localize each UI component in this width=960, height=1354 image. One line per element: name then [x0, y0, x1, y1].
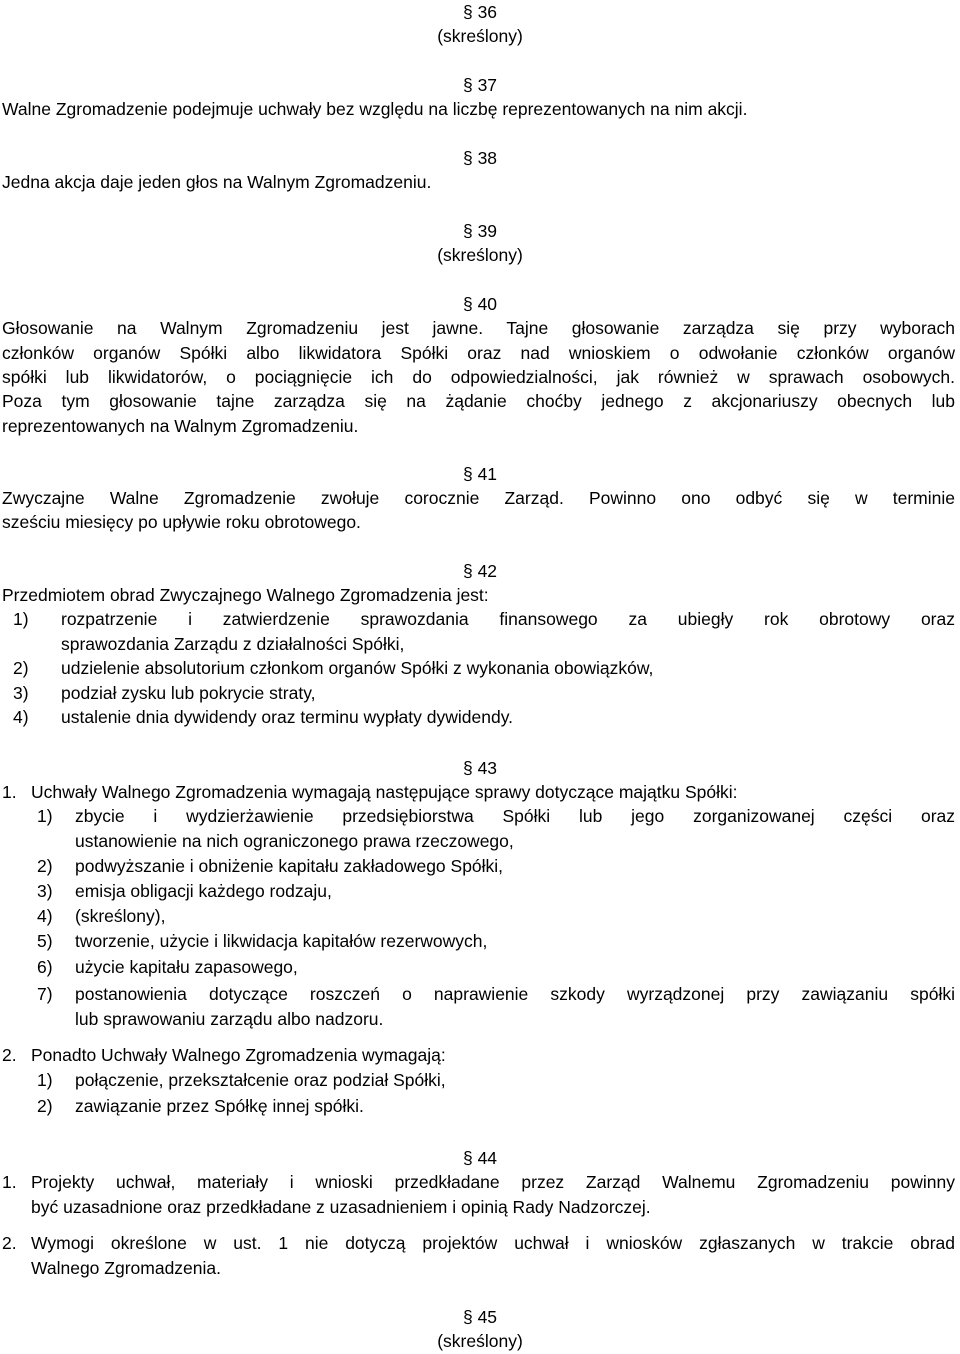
section-heading: § 38 — [462, 148, 498, 168]
list-number: 3) — [37, 881, 53, 901]
section-heading: § 40 — [462, 294, 498, 314]
list-number: 4) — [13, 707, 29, 727]
paragraph: Ponadto Uchwały Walnego Zgromadzenia wymagają: — [31, 1045, 446, 1065]
paragraph-line: spółki lub likwidatorów, o pociągnięcie ich do odpowiedzialności, jak również w sprawach osobowych. — [2, 367, 955, 387]
section-note: (skreślony) — [437, 26, 523, 46]
list-item-line: ustalenie dnia dywidendy oraz terminu wypłaty dywidendy. — [61, 707, 514, 727]
paragraph-number: 1. — [2, 1172, 17, 1192]
list-item-line: połączenie, przekształcenie oraz podział Spółki, — [75, 1070, 446, 1090]
list-number: 3) — [13, 683, 29, 703]
list-item-line: rozpatrzenie i zatwierdzenie sprawozdania finansowego za ubiegły rok obrotowy oraz — [61, 609, 955, 629]
paragraph-line: Poza tym głosowanie tajne zarządza się na żądanie choćby jednego z akcjonariuszy obecnych lub — [2, 391, 955, 411]
section-heading: § 45 — [462, 1307, 498, 1327]
paragraph-line: Głosowanie na Walnym Zgromadzeniu jest jawne. Tajne głosowanie zarządza się przy wyborach — [2, 318, 955, 338]
paragraph: Jedna akcja daje jeden głos na Walnym Zgromadzeniu. — [2, 172, 432, 192]
section-heading: § 37 — [462, 75, 498, 95]
paragraph-line: Zwyczajne Walne Zgromadzenie zwołuje corocznie Zarząd. Powinno ono odbyć się w terminie — [2, 488, 955, 508]
section-heading: § 41 — [462, 464, 498, 484]
list-item-line: tworzenie, użycie i likwidacja kapitałów rezerwowych, — [75, 931, 488, 951]
section-heading: § 43 — [462, 758, 498, 778]
paragraph-line: członków organów Spółki albo likwidatora Spółki oraz nad wnioskiem o odwołanie członków organów — [2, 343, 955, 363]
paragraph-line: być uzasadnione oraz przedkładane z uzasadnieniem i opinią Rady Nadzorczej. — [31, 1197, 651, 1217]
list-item-line: użycie kapitału zapasowego, — [75, 957, 298, 977]
list-number: 6) — [37, 957, 53, 977]
paragraph-line: reprezentowanych na Walnym Zgromadzeniu. — [2, 416, 359, 436]
paragraph: Przedmiotem obrad Zwyczajnego Walnego Zgromadzenia jest: — [2, 585, 489, 605]
section-heading: § 44 — [462, 1148, 498, 1168]
list-item-line: postanowienia dotyczące roszczeń o naprawienie szkody wyrządzonej przy zawiązaniu spółki — [75, 984, 955, 1004]
list-item-line: udzielenie absolutorium członkom organów Spółki z wykonania obowiązków, — [61, 658, 654, 678]
list-number: 5) — [37, 931, 53, 951]
list-item-line: podział zysku lub pokrycie straty, — [61, 683, 316, 703]
section-note: (skreślony) — [437, 1331, 523, 1351]
paragraph-line: Walnego Zgromadzenia. — [31, 1258, 222, 1278]
list-number: 2) — [13, 658, 29, 678]
list-number: 1) — [37, 1070, 53, 1090]
list-item-line: (skreślony), — [75, 906, 166, 926]
list-item-line: zbycie i wydzierżawienie przedsiębiorstwa Spółki lub jego zorganizowanej części oraz — [75, 806, 955, 826]
list-number: 1) — [37, 806, 53, 826]
list-item-line: podwyższanie i obniżenie kapitału zakładowego Spółki, — [75, 856, 504, 876]
list-item-line: zawiązanie przez Spółkę innej spółki. — [75, 1096, 364, 1116]
paragraph-number: 2. — [2, 1045, 17, 1065]
list-number: 1) — [13, 609, 29, 629]
paragraph-line: Wymogi określone w ust. 1 nie dotyczą projektów uchwał i wniosków zgłaszanych w trakcie obrad — [31, 1233, 955, 1253]
paragraph-number: 1. — [2, 782, 17, 802]
section-heading: § 39 — [462, 221, 498, 241]
section-note: (skreślony) — [437, 245, 523, 265]
list-number: 7) — [37, 984, 53, 1004]
list-number: 2) — [37, 1096, 53, 1116]
paragraph: Walne Zgromadzenie podejmuje uchwały bez względu na liczbę reprezentowanych na nim akcji. — [2, 99, 748, 119]
list-number: 2) — [37, 856, 53, 876]
section-heading: § 36 — [462, 2, 498, 22]
paragraph-number: 2. — [2, 1233, 17, 1253]
list-number: 4) — [37, 906, 53, 926]
section-heading: § 42 — [462, 561, 498, 581]
list-item-line: ustanowienie na nich ograniczonego prawa rzeczowego, — [75, 831, 514, 851]
list-item-line: emisja obligacji każdego rodzaju, — [75, 881, 332, 901]
paragraph-line: sześciu miesięcy po upływie roku obrotowego. — [2, 512, 361, 532]
paragraph-line: Projekty uchwał, materiały i wnioski przedkładane przez Zarząd Walnemu Zgromadzeniu powinny — [31, 1172, 955, 1192]
paragraph: Uchwały Walnego Zgromadzenia wymagają następujące sprawy dotyczące majątku Spółki: — [31, 782, 738, 802]
list-item-line: sprawozdania Zarządu z działalności Spółki, — [61, 634, 405, 654]
list-item-line: lub sprawowaniu zarządu albo nadzoru. — [75, 1009, 384, 1029]
